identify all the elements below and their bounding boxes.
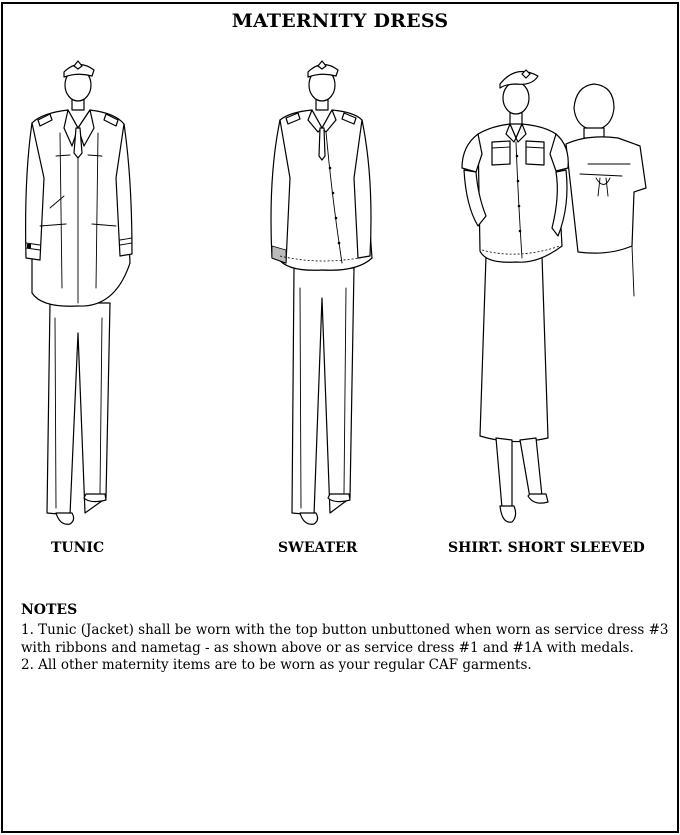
sweater-figure-illustration [262,58,382,528]
short-sleeved-shirt-figure-illustration [458,46,663,531]
sweater-caption: SWEATER [278,540,358,556]
tunic-caption: TUNIC [51,540,105,556]
note-line-2: with ribbons and nametag - as shown above or as service dress #1 and #1A with medals. [21,639,634,656]
notes-section [21,602,669,675]
shirt-short-sleeved-caption: SHIRT. SHORT SLEEVED [448,540,645,556]
page-title: MATERNITY DRESS [231,10,449,32]
note-line-1: 1. Tunic (Jacket) shall be worn with the top button unbuttoned when worn as service dress #3 [21,622,669,638]
notes-heading: NOTES [21,602,78,618]
tunic-figure-illustration [20,58,140,528]
note-line-3: 2. All other maternity items are to be worn as your regular CAF garments. [21,657,532,673]
